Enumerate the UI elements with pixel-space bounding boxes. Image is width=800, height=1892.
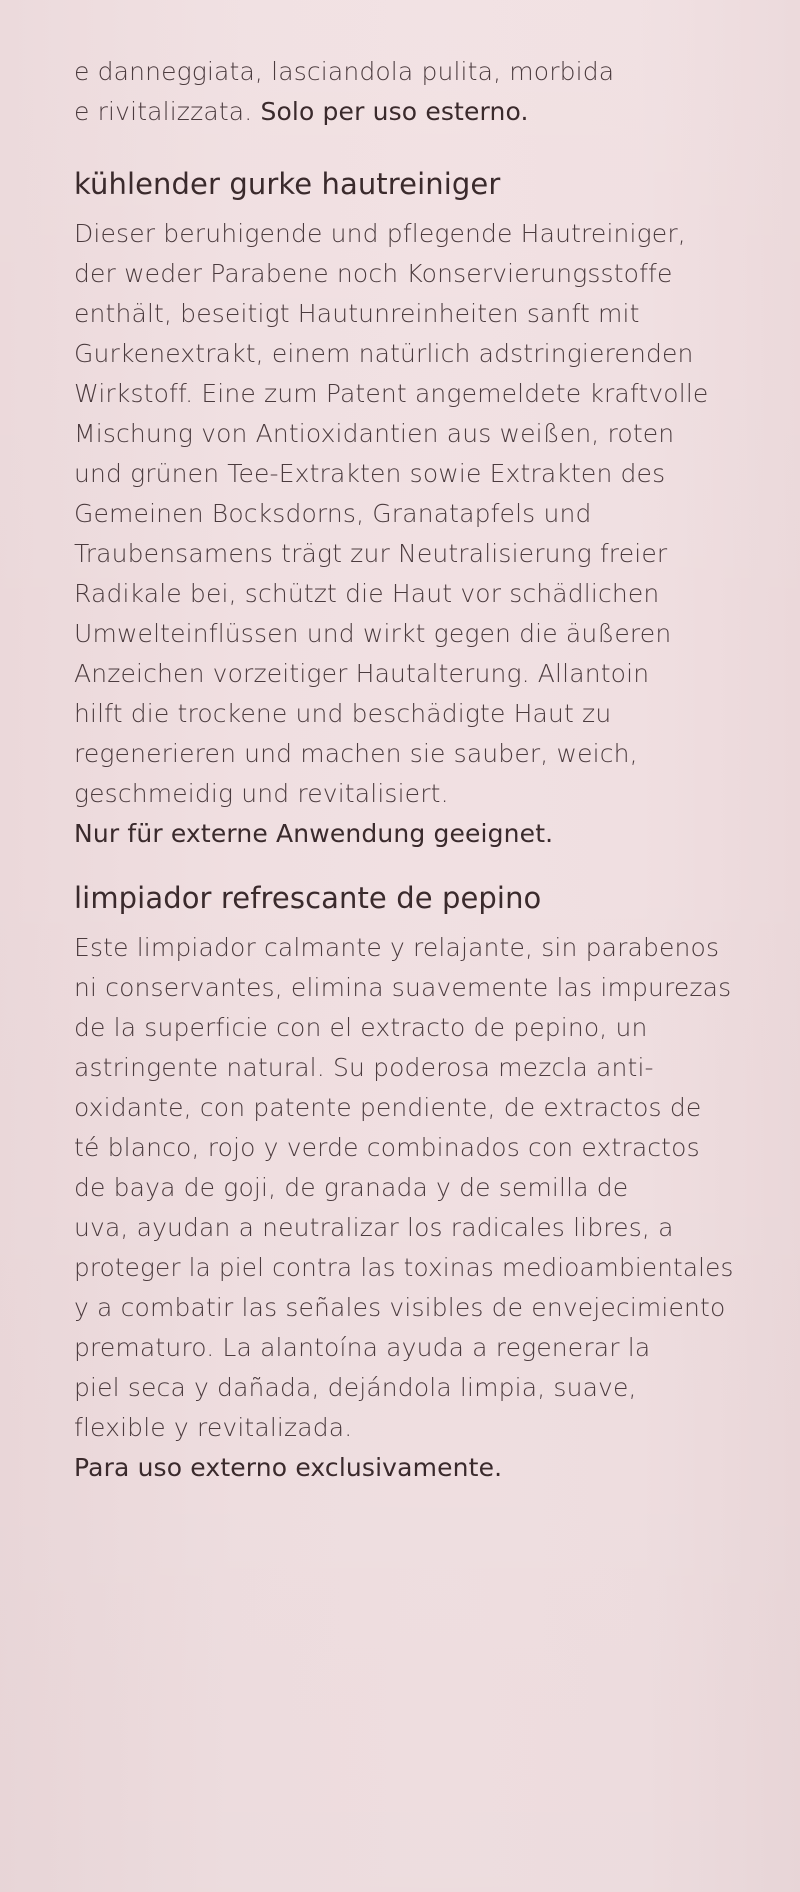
spanish-line: proteger la piel contra las toxinas medioambientales bbox=[74, 1253, 734, 1282]
spanish-line: flexible y revitalizada. bbox=[74, 1413, 353, 1442]
spanish-line: uva, ayudan a neutralizar los radicales libres, a bbox=[74, 1213, 674, 1242]
german-line: Umwelteinflüssen und wirkt gegen die äußeren bbox=[74, 619, 672, 648]
german-line: Wirkstoff. Eine zum Patent angemeldete kraftvolle bbox=[74, 379, 709, 408]
italian-text-tail bbox=[74, 52, 734, 132]
spanish-external-use: Para uso externo exclusivamente. bbox=[74, 1453, 503, 1482]
spanish-line: de baya de goji, de granada y de semilla de bbox=[74, 1173, 629, 1202]
german-line: enthält, beseitigt Hautunreinheiten sanft mit bbox=[74, 299, 640, 328]
spanish-body bbox=[74, 928, 734, 1488]
spanish-line: de la superficie con el extracto de pepino, un bbox=[74, 1013, 648, 1042]
italian-external-use: Solo per uso esterno. bbox=[260, 97, 529, 126]
german-line: Radikale bei, schützt die Haut vor schädlichen bbox=[74, 579, 660, 608]
german-line: Mischung von Antioxidantien aus weißen, roten bbox=[74, 419, 675, 448]
german-external-use: Nur für externe Anwendung geeignet. bbox=[74, 819, 554, 848]
spanish-section bbox=[74, 878, 734, 1488]
italian-line-2-text: e rivitalizzata. bbox=[74, 97, 261, 126]
spanish-heading: limpiador refrescante de pepino bbox=[74, 881, 542, 915]
spanish-line: Este limpiador calmante y relajante, sin parabenos bbox=[74, 933, 720, 962]
german-line: Anzeichen vorzeitiger Hautalterung. Allantoin bbox=[74, 659, 650, 688]
german-line: regenerieren und machen sie sauber, weich, bbox=[74, 739, 638, 768]
german-line: geschmeidig und revitalisiert. bbox=[74, 779, 449, 808]
german-line: Gurkenextrakt, einem natürlich adstringierenden bbox=[74, 339, 694, 368]
spanish-line: piel seca y dañada, dejándola limpia, suave, bbox=[74, 1373, 637, 1402]
spanish-line: ni conservantes, elimina suavemente las impurezas bbox=[74, 973, 732, 1002]
italian-line-2 bbox=[74, 92, 734, 132]
german-section bbox=[74, 164, 734, 854]
german-line: Dieser beruhigende und pflegende Hautreiniger, bbox=[74, 219, 686, 248]
german-line: der weder Parabene noch Konservierungsstoffe bbox=[74, 259, 673, 288]
german-line: und grünen Tee-Extrakten sowie Extrakten des bbox=[74, 459, 666, 488]
german-body bbox=[74, 214, 734, 854]
german-line: Gemeinen Bocksdorns, Granatapfels und bbox=[74, 499, 592, 528]
spanish-line: prematuro. La alantoína ayuda a regenerar la bbox=[74, 1333, 651, 1362]
german-heading: kühlender gurke hautreiniger bbox=[74, 167, 501, 201]
spanish-line: astringente natural. Su poderosa mezcla anti- bbox=[74, 1053, 654, 1082]
spanish-line: oxidante, con patente pendiente, de extractos de bbox=[74, 1093, 702, 1122]
spanish-line: té blanco, rojo y verde combinados con extractos bbox=[74, 1133, 700, 1162]
italian-line-1: e danneggiata, lasciandola pulita, morbida bbox=[74, 57, 615, 86]
spanish-line: y a combatir las señales visibles de envejecimiento bbox=[74, 1293, 726, 1322]
german-line: Traubensamens trägt zur Neutralisierung freier bbox=[74, 539, 668, 568]
german-line: hilft die trockene und beschädigte Haut zu bbox=[74, 699, 612, 728]
